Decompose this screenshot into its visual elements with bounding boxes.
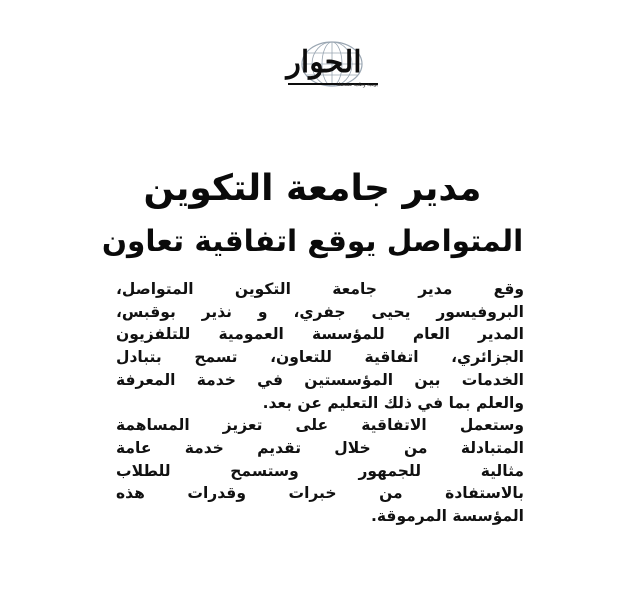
body-line: والعلم بما في ذلك التعليم عن بعد. [262,393,524,412]
body-line: مثالية للجمهور وستسمح للطلاب [116,461,524,480]
body-line: وقع مدير جامعة التكوين المتواصل، [116,280,524,298]
article-body [116,278,524,528]
body-line: الخدمات بين المؤسستين في خدمة المعرفة [116,370,524,389]
body-line: المتبادلة من خلال تقديم خدمة عامة [116,438,524,457]
logo-tagline: يومية وطنية مستقلة [336,82,378,88]
body-line: بالاستفادة من خبرات وقدرات هذه [116,484,524,503]
article-paragraph-2 [116,414,524,528]
body-line: المؤسسة المرموقة. [371,507,524,526]
article-paragraph-1 [116,278,524,414]
article-headline [100,166,525,264]
body-line: المدير العام للمؤسسة العمومية للتلفزيون [116,325,524,344]
body-line: البروفيسور يحيى جفري، و نذير بوقبس، [116,302,524,321]
body-line: الجزائري، اتفاقية للتعاون، تسمح بتبادل [116,348,524,367]
body-line: وستعمل الاتفاقية على تعزيز المساهمة [116,416,524,435]
headline-line-2: المتواصل يوقع اتفاقية تعاون [101,224,524,258]
logo-wordmark: الحوار [286,45,362,80]
headline-line-1: مدير جامعة التكوين [143,168,482,209]
newspaper-logo [268,38,380,94]
